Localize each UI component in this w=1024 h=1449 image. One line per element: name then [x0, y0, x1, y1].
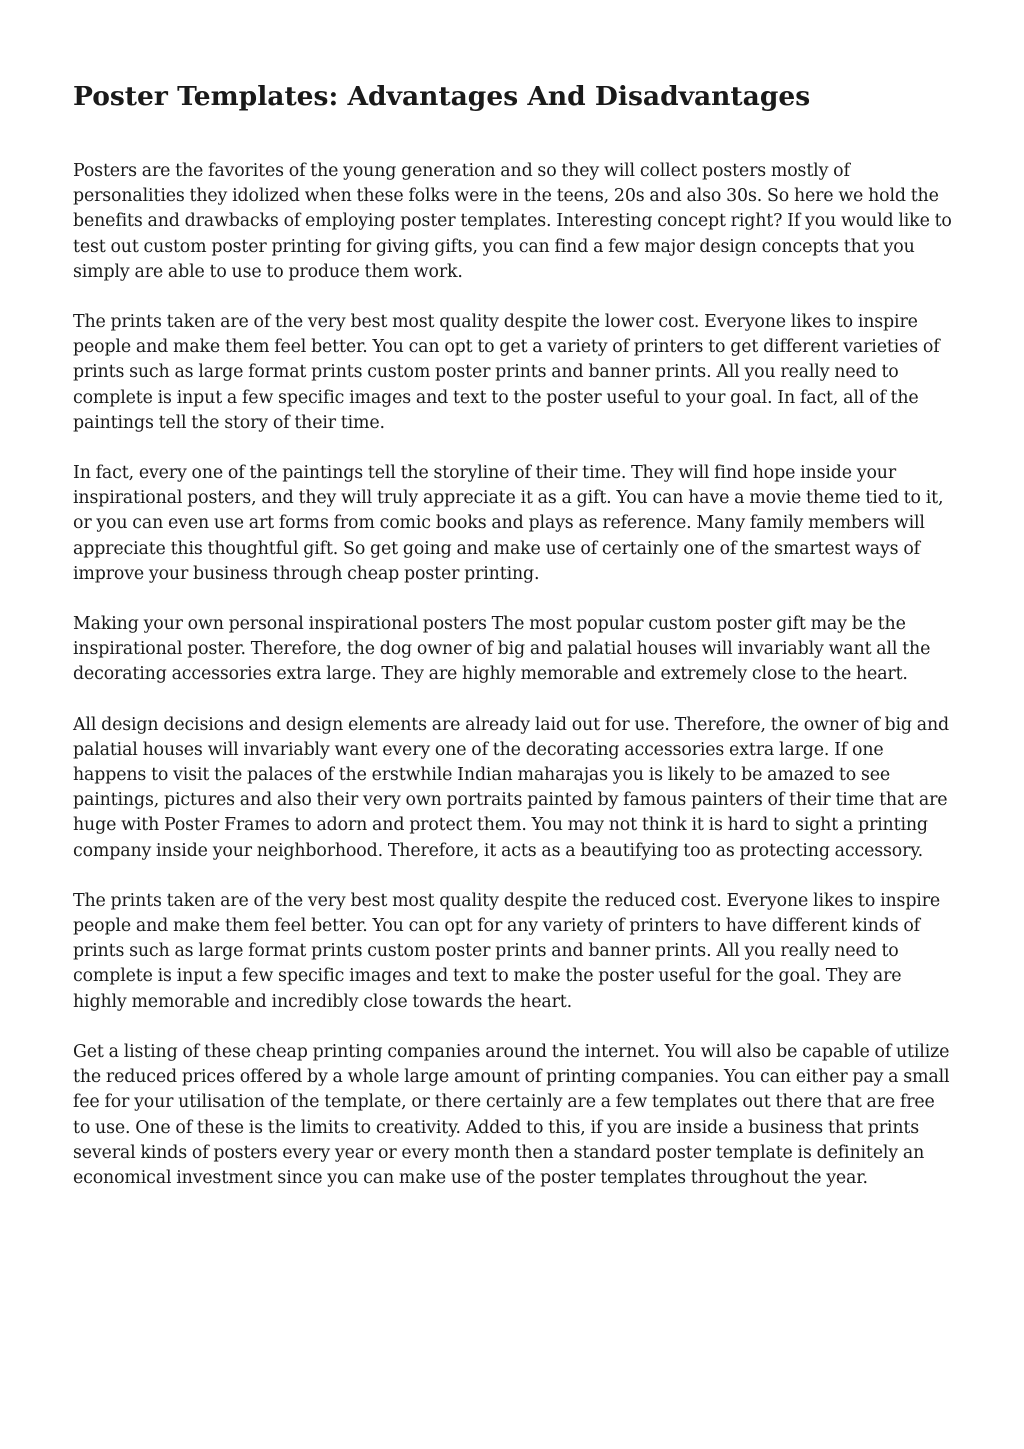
document-page: [73, 76, 953, 1216]
paragraph-7: Get a listing of these cheap printing companies around the internet. You will also be capable of utilize the reduced prices offered by a whole large amount of printing companies. You can either pay a small fee for your utilisation of the template, or there certainly are a few templates out there that are free to use. One of these is the limits to creativity. Added to this, if you are inside a business that prints several kinds of posters every year or every month then a standard poster template is definitely an economical investment since you can make use of the poster templates throughout the year.: [73, 1041, 950, 1188]
paragraph-2: The prints taken are of the very best most quality despite the lower cost. Everyone likes to inspire people and make them feel better. You can opt to get a variety of printers to get different varieties of prints such as large format prints custom poster prints and banner prints. All you really need to complete is input a few specific images and text to the poster useful to your goal. In fact, all of the paintings tell the story of their time.: [73, 312, 940, 433]
page-title: Poster Templates: Advantages And Disadvantages: [73, 81, 811, 112]
paragraph-1: Posters are the favorites of the young generation and so they will collect posters mostly of personalities they idolized when these folks were in the teens, 20s and also 30s. So here we hold the benefits and drawbacks of employing poster templates. Interesting concept right? If you would like to test out custom poster printing for giving gifts, you can find a few major design concepts that you simply are able to use to produce them work.: [73, 161, 952, 282]
paragraph-4: Making your own personal inspirational posters The most popular custom poster gift may be the inspirational poster. Therefore, the dog owner of big and palatial houses will invariably want all the decorating accessories extra large. They are highly memorable and extremely close to the heart.: [73, 614, 931, 685]
paragraph-5: All design decisions and design elements are already laid out for use. Therefore, the owner of big and palatial houses will invariably want every one of the decorating accessories extra large. If one happens to visit the palaces of the erstwhile Indian maharajas you is likely to be amazed to see paintings, pictures and also their very own portraits painted by famous painters of their time that are huge with Poster Frames to adorn and protect them. You may not think it is hard to sight a printing company inside your neighborhood. Therefore, it acts as a beautifying too as protecting accessory.: [73, 714, 949, 861]
document-body: [73, 159, 953, 1191]
paragraph-3: In fact, every one of the paintings tell the storyline of their time. They will find hope inside your inspirational posters, and they will truly appreciate it as a gift. You can have a movie theme tied to it, or you can even use art forms from comic books and plays as reference. Many family members will appreciate this thoughtful gift. So get going and make use of certainly one of the smartest ways of improve your business through cheap poster printing.: [73, 463, 944, 584]
paragraph-6: The prints taken are of the very best most quality despite the reduced cost. Everyone likes to inspire people and make them feel better. You can opt for any variety of printers to have different kinds of prints such as large format prints custom poster prints and banner prints. All you really need to complete is input a few specific images and text to make the poster useful for the goal. They are highly memorable and incredibly close towards the heart.: [73, 890, 941, 1012]
